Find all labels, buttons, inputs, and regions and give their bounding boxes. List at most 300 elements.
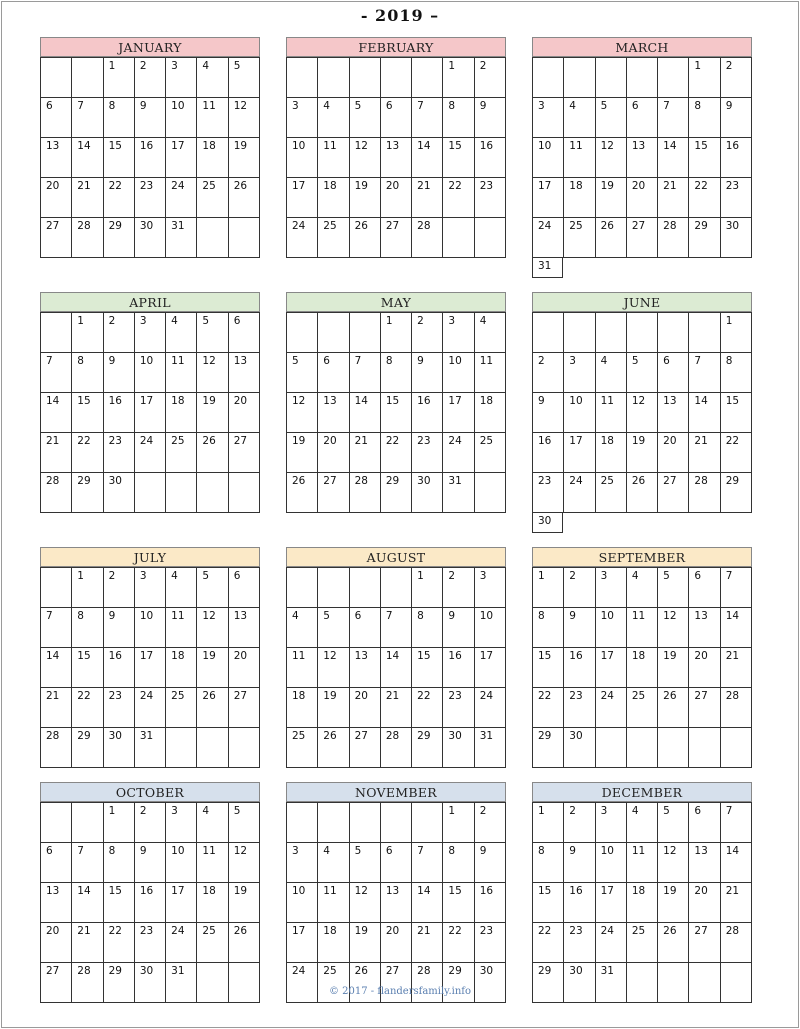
day-cell: 10 [564, 393, 595, 433]
days-grid [286, 57, 506, 258]
day-cell: 10 [166, 98, 197, 138]
day-cell: 12 [350, 138, 381, 178]
day-cell: 3 [166, 58, 197, 98]
day-cell: 20 [627, 178, 658, 218]
day-cell: 28 [412, 218, 443, 258]
day-cell: 8 [104, 98, 135, 138]
day-cell: 16 [443, 648, 474, 688]
day-cell: 23 [475, 923, 506, 963]
day-cell: 28 [381, 728, 412, 768]
day-cell: 14 [350, 393, 381, 433]
day-cell: 24 [443, 433, 474, 473]
empty-cell [627, 58, 658, 98]
day-cell: 2 [475, 58, 506, 98]
day-cell: 9 [443, 608, 474, 648]
day-cell: 9 [135, 98, 166, 138]
day-cell: 28 [658, 218, 689, 258]
empty-cell [287, 58, 318, 98]
day-cell: 2 [721, 58, 752, 98]
day-cell: 15 [443, 138, 474, 178]
day-cell: 19 [596, 178, 627, 218]
month-december [532, 782, 752, 1003]
day-cell: 30 [564, 963, 595, 1003]
day-cell: 8 [689, 98, 720, 138]
day-cell: 5 [596, 98, 627, 138]
day-cell: 21 [721, 883, 752, 923]
day-cell: 6 [318, 353, 349, 393]
empty-cell [287, 313, 318, 353]
day-cell: 9 [104, 353, 135, 393]
empty-cell [318, 803, 349, 843]
day-cell: 14 [658, 138, 689, 178]
day-cell: 24 [533, 218, 564, 258]
day-cell: 27 [350, 728, 381, 768]
day-cell: 2 [412, 313, 443, 353]
days-grid [40, 567, 260, 768]
day-cell: 22 [443, 178, 474, 218]
days-grid [286, 567, 506, 768]
day-cell: 18 [166, 648, 197, 688]
day-cell: 13 [229, 608, 260, 648]
day-cell: 24 [564, 473, 595, 513]
day-cell: 18 [197, 138, 228, 178]
day-cell: 25 [287, 728, 318, 768]
day-cell: 29 [721, 473, 752, 513]
day-cell: 27 [41, 218, 72, 258]
day-cell: 8 [533, 843, 564, 883]
day-cell: 3 [287, 843, 318, 883]
day-cell: 29 [104, 963, 135, 1003]
day-cell: 6 [381, 98, 412, 138]
empty-cell [381, 803, 412, 843]
day-cell: 2 [443, 568, 474, 608]
day-cell: 21 [350, 433, 381, 473]
day-cell: 30 [104, 728, 135, 768]
day-cell: 9 [564, 608, 595, 648]
day-cell: 24 [596, 923, 627, 963]
day-cell: 7 [412, 843, 443, 883]
day-cell: 3 [135, 568, 166, 608]
empty-cell [166, 473, 197, 513]
day-cell: 20 [318, 433, 349, 473]
day-cell: 12 [287, 393, 318, 433]
day-cell: 10 [533, 138, 564, 178]
day-cell: 7 [721, 568, 752, 608]
day-cell: 25 [627, 923, 658, 963]
day-cell: 18 [287, 688, 318, 728]
empty-cell [318, 313, 349, 353]
day-cell: 7 [350, 353, 381, 393]
empty-cell [318, 58, 349, 98]
month-header: SEPTEMBER [532, 547, 752, 567]
day-cell: 26 [197, 688, 228, 728]
day-cell: 7 [721, 803, 752, 843]
day-cell: 9 [104, 608, 135, 648]
day-cell: 17 [135, 648, 166, 688]
empty-cell [72, 58, 103, 98]
day-cell: 18 [627, 648, 658, 688]
day-cell: 20 [229, 648, 260, 688]
day-cell: 14 [72, 138, 103, 178]
day-cell: 28 [721, 688, 752, 728]
day-cell: 25 [197, 178, 228, 218]
empty-cell [689, 963, 720, 1003]
days-grid [532, 567, 752, 768]
day-cell: 4 [475, 313, 506, 353]
empty-cell [564, 58, 595, 98]
day-cell: 1 [104, 58, 135, 98]
day-cell: 13 [41, 883, 72, 923]
day-cell: 20 [41, 923, 72, 963]
day-cell: 12 [627, 393, 658, 433]
day-cell: 10 [135, 353, 166, 393]
day-cell: 23 [721, 178, 752, 218]
month-header: MARCH [532, 37, 752, 57]
day-cell: 16 [412, 393, 443, 433]
day-cell: 17 [596, 648, 627, 688]
empty-cell [475, 218, 506, 258]
day-cell: 22 [72, 433, 103, 473]
day-cell: 10 [596, 843, 627, 883]
day-cell: 22 [104, 178, 135, 218]
day-cell: 14 [381, 648, 412, 688]
day-cell: 5 [229, 803, 260, 843]
day-cell: 10 [596, 608, 627, 648]
month-january [40, 37, 260, 278]
day-cell: 26 [318, 728, 349, 768]
day-cell: 27 [229, 688, 260, 728]
day-cell: 30 [135, 963, 166, 1003]
day-cell: 6 [229, 313, 260, 353]
day-cell: 8 [72, 608, 103, 648]
day-cell: 29 [412, 728, 443, 768]
day-cell: 2 [533, 353, 564, 393]
day-cell: 29 [104, 218, 135, 258]
day-cell: 4 [596, 353, 627, 393]
empty-cell [41, 58, 72, 98]
day-cell: 28 [72, 218, 103, 258]
day-cell: 14 [412, 883, 443, 923]
day-cell: 26 [229, 178, 260, 218]
empty-cell [533, 313, 564, 353]
day-cell: 6 [41, 98, 72, 138]
day-cell: 25 [318, 963, 349, 1003]
day-cell: 7 [41, 608, 72, 648]
day-cell: 4 [318, 843, 349, 883]
day-cell: 23 [443, 688, 474, 728]
empty-cell [475, 473, 506, 513]
empty-cell [318, 568, 349, 608]
day-cell: 27 [689, 923, 720, 963]
day-cell: 3 [596, 803, 627, 843]
month-header: FEBRUARY [286, 37, 506, 57]
day-cell: 3 [475, 568, 506, 608]
day-cell: 16 [475, 883, 506, 923]
day-cell: 9 [135, 843, 166, 883]
day-cell: 29 [72, 473, 103, 513]
day-cell: 14 [72, 883, 103, 923]
day-cell: 26 [350, 218, 381, 258]
day-cell: 28 [721, 923, 752, 963]
day-cell: 5 [627, 353, 658, 393]
day-cell: 12 [658, 843, 689, 883]
day-cell: 23 [135, 178, 166, 218]
days-grid [286, 802, 506, 1003]
day-cell: 13 [318, 393, 349, 433]
empty-cell [229, 728, 260, 768]
day-cell: 15 [381, 393, 412, 433]
day-cell: 10 [443, 353, 474, 393]
day-cell: 24 [135, 688, 166, 728]
day-cell: 29 [443, 963, 474, 1003]
empty-cell [721, 728, 752, 768]
days-grid [532, 802, 752, 1003]
month-march [532, 37, 752, 278]
day-cell: 26 [350, 963, 381, 1003]
day-cell: 12 [318, 648, 349, 688]
day-cell: 13 [41, 138, 72, 178]
empty-cell [658, 963, 689, 1003]
day-cell: 8 [533, 608, 564, 648]
day-cell: 14 [412, 138, 443, 178]
month-july [40, 547, 260, 768]
day-cell: 12 [229, 98, 260, 138]
day-cell: 17 [166, 138, 197, 178]
empty-cell [229, 963, 260, 1003]
day-cell: 9 [412, 353, 443, 393]
day-cell: 22 [533, 688, 564, 728]
day-cell: 26 [658, 688, 689, 728]
day-cell: 12 [229, 843, 260, 883]
day-cell: 19 [287, 433, 318, 473]
day-cell: 21 [658, 178, 689, 218]
day-cell: 19 [229, 138, 260, 178]
day-cell: 23 [412, 433, 443, 473]
empty-cell [596, 728, 627, 768]
empty-cell [197, 963, 228, 1003]
day-cell: 5 [287, 353, 318, 393]
day-cell: 30 [412, 473, 443, 513]
day-cell: 10 [475, 608, 506, 648]
day-cell: 13 [381, 138, 412, 178]
day-cell: 30 [443, 728, 474, 768]
day-cell: 13 [381, 883, 412, 923]
day-cell: 17 [564, 433, 595, 473]
day-cell: 4 [197, 803, 228, 843]
day-cell: 16 [564, 883, 595, 923]
empty-cell [229, 218, 260, 258]
day-cell: 20 [381, 178, 412, 218]
day-cell: 18 [596, 433, 627, 473]
day-cell: 21 [721, 648, 752, 688]
day-cell: 24 [475, 688, 506, 728]
day-cell: 31 [443, 473, 474, 513]
day-cell: 7 [689, 353, 720, 393]
day-cell: 26 [658, 923, 689, 963]
day-cell-overflow: 31 [532, 258, 563, 278]
day-cell: 21 [412, 178, 443, 218]
day-cell: 7 [72, 98, 103, 138]
day-cell: 20 [350, 688, 381, 728]
day-cell: 5 [318, 608, 349, 648]
day-cell: 10 [166, 843, 197, 883]
day-cell: 1 [412, 568, 443, 608]
empty-cell [41, 568, 72, 608]
day-cell: 4 [627, 803, 658, 843]
day-cell: 22 [72, 688, 103, 728]
empty-cell [627, 728, 658, 768]
empty-cell [350, 58, 381, 98]
day-cell: 4 [197, 58, 228, 98]
day-cell: 2 [564, 803, 595, 843]
day-cell: 20 [658, 433, 689, 473]
day-cell: 11 [318, 138, 349, 178]
day-cell: 1 [72, 313, 103, 353]
day-cell: 15 [104, 138, 135, 178]
day-cell: 16 [533, 433, 564, 473]
day-cell: 31 [166, 218, 197, 258]
empty-cell [689, 728, 720, 768]
day-cell: 1 [721, 313, 752, 353]
day-cell: 23 [104, 688, 135, 728]
day-cell: 28 [41, 473, 72, 513]
day-cell: 29 [72, 728, 103, 768]
day-cell: 19 [658, 648, 689, 688]
day-cell: 9 [721, 98, 752, 138]
day-cell: 3 [596, 568, 627, 608]
day-cell: 21 [381, 688, 412, 728]
day-cell: 17 [596, 883, 627, 923]
day-cell: 18 [564, 178, 595, 218]
day-cell: 18 [166, 393, 197, 433]
day-cell: 5 [197, 313, 228, 353]
day-cell: 14 [41, 648, 72, 688]
day-cell: 13 [658, 393, 689, 433]
month-header: MAY [286, 292, 506, 312]
day-cell: 23 [533, 473, 564, 513]
day-cell: 21 [412, 923, 443, 963]
day-cell: 27 [381, 963, 412, 1003]
day-cell: 13 [229, 353, 260, 393]
day-cell: 6 [658, 353, 689, 393]
day-cell: 18 [475, 393, 506, 433]
day-cell: 16 [104, 393, 135, 433]
day-cell: 30 [104, 473, 135, 513]
day-cell: 11 [627, 608, 658, 648]
day-cell: 11 [596, 393, 627, 433]
empty-cell [350, 568, 381, 608]
day-cell: 28 [350, 473, 381, 513]
day-cell: 9 [564, 843, 595, 883]
day-cell: 12 [658, 608, 689, 648]
day-cell: 7 [381, 608, 412, 648]
day-cell: 21 [41, 433, 72, 473]
day-cell: 29 [533, 728, 564, 768]
day-cell: 15 [721, 393, 752, 433]
day-cell: 20 [381, 923, 412, 963]
day-cell: 11 [318, 883, 349, 923]
day-cell: 30 [135, 218, 166, 258]
day-cell: 3 [564, 353, 595, 393]
day-cell: 15 [533, 648, 564, 688]
day-cell: 14 [721, 843, 752, 883]
day-cell: 16 [135, 138, 166, 178]
day-cell: 20 [229, 393, 260, 433]
day-cell: 27 [318, 473, 349, 513]
day-cell: 12 [197, 608, 228, 648]
month-header: JUNE [532, 292, 752, 312]
empty-cell [350, 803, 381, 843]
empty-cell [41, 803, 72, 843]
day-cell: 7 [412, 98, 443, 138]
day-cell: 9 [475, 843, 506, 883]
day-cell: 28 [72, 963, 103, 1003]
copyright-footer[interactable]: © 2017 - flandersfamily.info [328, 986, 472, 997]
month-header: JANUARY [40, 37, 260, 57]
month-header: OCTOBER [40, 782, 260, 802]
day-cell: 10 [287, 138, 318, 178]
day-cell: 29 [689, 218, 720, 258]
day-cell: 2 [104, 313, 135, 353]
day-cell: 4 [166, 313, 197, 353]
empty-cell [689, 313, 720, 353]
day-cell: 2 [475, 803, 506, 843]
day-cell: 11 [166, 353, 197, 393]
empty-cell [72, 803, 103, 843]
empty-cell [443, 218, 474, 258]
day-cell: 25 [166, 433, 197, 473]
day-cell: 28 [689, 473, 720, 513]
day-cell: 27 [689, 688, 720, 728]
calendar-grid [40, 37, 753, 1003]
day-cell: 24 [166, 923, 197, 963]
day-cell: 15 [412, 648, 443, 688]
day-cell: 3 [287, 98, 318, 138]
day-cell: 1 [104, 803, 135, 843]
day-cell: 28 [41, 728, 72, 768]
day-cell: 3 [443, 313, 474, 353]
day-cell: 19 [658, 883, 689, 923]
day-cell: 22 [412, 688, 443, 728]
empty-cell [596, 313, 627, 353]
day-cell: 31 [475, 728, 506, 768]
day-cell: 29 [533, 963, 564, 1003]
month-header: APRIL [40, 292, 260, 312]
empty-cell [658, 313, 689, 353]
day-cell: 6 [41, 843, 72, 883]
day-cell: 3 [533, 98, 564, 138]
day-cell: 11 [197, 98, 228, 138]
empty-cell [381, 58, 412, 98]
day-cell: 5 [350, 98, 381, 138]
day-cell: 6 [381, 843, 412, 883]
days-grid [532, 312, 752, 513]
empty-cell [135, 473, 166, 513]
day-cell: 15 [689, 138, 720, 178]
day-cell: 25 [564, 218, 595, 258]
day-cell: 30 [564, 728, 595, 768]
month-september [532, 547, 752, 768]
day-cell: 31 [166, 963, 197, 1003]
month-header: JULY [40, 547, 260, 567]
day-cell: 24 [287, 963, 318, 1003]
day-cell: 4 [564, 98, 595, 138]
month-april [40, 292, 260, 533]
day-cell: 26 [229, 923, 260, 963]
day-cell: 28 [412, 963, 443, 1003]
day-cell: 21 [689, 433, 720, 473]
day-cell: 20 [689, 648, 720, 688]
